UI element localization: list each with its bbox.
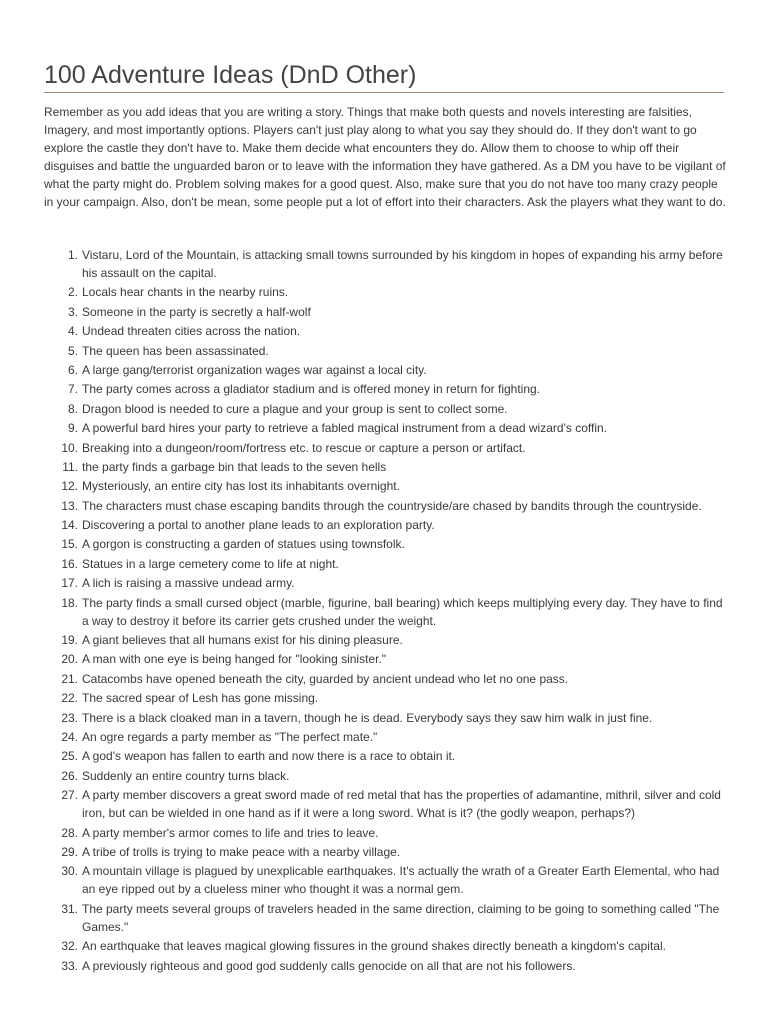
idea-item — [44, 246, 728, 282]
idea-text: A lich is raising a massive undead army. — [82, 576, 295, 591]
idea-item — [44, 631, 728, 649]
idea-item — [44, 361, 728, 379]
idea-text: Breaking into a dungeon/room/fortress etc. to rescue or capture a person or artifact. — [82, 440, 526, 455]
idea-item — [44, 458, 728, 476]
idea-text: Locals hear chants in the nearby ruins. — [82, 285, 289, 300]
idea-number: 4. — [67, 324, 78, 339]
idea-item — [44, 535, 728, 553]
idea-text: Suddenly an entire country turns black. — [82, 768, 290, 783]
idea-text: A large gang/terrorist organization wages war against a local city. — [82, 362, 427, 377]
idea-number: 15. — [61, 537, 78, 552]
idea-item — [44, 555, 728, 573]
idea-number: 32. — [61, 939, 78, 954]
idea-number: 25. — [61, 749, 78, 764]
idea-text: The party finds a small cursed object (marble, figurine, ball bearing) which keeps multiplying every day. They have to find a way to destroy it before its carrier gets crushed under the weight. — [82, 595, 723, 628]
idea-number: 16. — [61, 556, 78, 571]
idea-number: 23. — [61, 710, 78, 725]
idea-text: A party member discovers a great sword made of red metal that has the properties of adamantine, mithril, silver and cold iron, but can be wielded in one hand as if it were a long sword. What is it? (the godly weapon, perhaps?) — [82, 788, 721, 821]
idea-number: 2. — [67, 285, 78, 300]
idea-number: 27. — [61, 788, 78, 803]
idea-text: Vistaru, Lord of the Mountain, is attacking small towns surrounded by his kingdom in hopes of expanding his army before his assault on the capital. — [82, 248, 723, 280]
idea-item — [44, 747, 728, 765]
idea-text: A party member's armor comes to life and tries to leave. — [82, 825, 379, 840]
idea-item — [44, 670, 728, 688]
idea-number: 21. — [61, 671, 78, 686]
idea-text: The sacred spear of Lesh has gone missing. — [82, 691, 319, 706]
idea-item — [44, 419, 728, 437]
title-divider — [44, 92, 724, 93]
idea-text: A giant believes that all humans exist for his dining pleasure. — [82, 633, 403, 648]
idea-item — [44, 497, 728, 515]
idea-text: Undead threaten cities across the nation. — [82, 324, 301, 339]
idea-item — [44, 594, 728, 630]
idea-item — [44, 767, 728, 785]
idea-number: 1. — [67, 248, 78, 262]
idea-item — [44, 843, 728, 861]
idea-item — [44, 709, 728, 727]
idea-number: 11. — [62, 459, 78, 474]
idea-number: 14. — [61, 518, 78, 533]
idea-item — [44, 650, 728, 668]
idea-item — [44, 439, 728, 457]
idea-number: 8. — [67, 401, 78, 416]
idea-text: the party finds a garbage bin that leads to the seven hells — [82, 459, 387, 474]
idea-item — [44, 728, 728, 746]
idea-number: 9. — [67, 421, 78, 436]
idea-item — [44, 380, 728, 398]
idea-item — [44, 477, 728, 495]
idea-number: 24. — [61, 729, 78, 744]
idea-text: Dragon blood is needed to cure a plague and your group is sent to collect some. — [82, 401, 508, 416]
idea-number: 30. — [61, 864, 78, 879]
idea-item — [44, 689, 728, 707]
idea-number: 10. — [61, 440, 78, 455]
idea-item — [44, 516, 728, 534]
idea-text: Someone in the party is secretly a half-wolf — [82, 304, 311, 319]
idea-text: A mountain village is plagued by unexplicable earthquakes. It's actually the wrath of a Greater Earth Elemental, who had an eye ripped out by a clueless miner who thought it was a normal gem. — [82, 864, 720, 897]
idea-item — [44, 303, 728, 321]
idea-item — [44, 824, 728, 842]
idea-item — [44, 862, 728, 898]
idea-text: Mysteriously, an entire city has lost its inhabitants overnight. — [82, 479, 400, 494]
idea-text: The queen has been assassinated. — [82, 343, 269, 358]
idea-number: 31. — [61, 901, 78, 916]
idea-number: 20. — [61, 652, 78, 667]
idea-number: 26. — [61, 768, 78, 783]
idea-text: A previously righteous and good god suddenly calls genocide on all that are not his followers. — [82, 958, 576, 973]
idea-item — [44, 322, 728, 340]
idea-text: A man with one eye is being hanged for "looking sinister." — [82, 652, 387, 667]
idea-text: Discovering a portal to another plane leads to an exploration party. — [82, 518, 435, 533]
idea-number: 19. — [61, 633, 78, 648]
intro-paragraph: Remember as you add ideas that you are writing a story. Things that make both quests and novels interesting are falsities, Imagery, and most importantly options. Players can't just play along to what you say they should do. If they don't want to go explore the castle they don't have to. Make them decide what encounters they do. Allow them to choose to whip off their disguises and battle the unguarded baron or to leave with the information they have gathered. As a DM you have to be vigilant of what the party might do. Problem solving makes for a good quest. Also, make sure that you do not have too many crazy people in your campaign. Also, don't be mean, some people put a lot of effort into their characters. Ask the players what they want to do. — [44, 105, 726, 210]
idea-item — [44, 400, 728, 418]
idea-text: The party comes across a gladiator stadium and is offered money in return for fighting. — [82, 382, 541, 397]
idea-number: 12. — [61, 479, 78, 494]
idea-number: 18. — [61, 595, 78, 610]
idea-number: 33. — [61, 958, 78, 973]
idea-item — [44, 900, 728, 936]
idea-number: 6. — [67, 362, 78, 377]
idea-text: A gorgon is constructing a garden of statues using townsfolk. — [82, 537, 405, 552]
idea-number: 17. — [61, 576, 78, 591]
idea-text: The party meets several groups of travelers headed in the same direction, claiming to be going to something called "The Games." — [82, 901, 720, 934]
idea-text: An earthquake that leaves magical glowing fissures in the ground shakes directly beneath a kingdom's capital. — [82, 939, 666, 954]
idea-text: A god's weapon has fallen to earth and now there is a race to obtain it. — [82, 749, 456, 764]
adventure-ideas-list — [44, 246, 728, 976]
idea-text: A tribe of trolls is trying to make peace with a nearby village. — [82, 844, 401, 859]
idea-number: 3. — [67, 304, 78, 319]
idea-item — [44, 937, 728, 955]
page-title: 100 Adventure Ideas (DnD Other) — [44, 61, 417, 89]
idea-text: Catacombs have opened beneath the city, guarded by ancient undead who let no one pass. — [82, 671, 569, 686]
idea-item — [44, 574, 728, 592]
idea-text: The characters must chase escaping bandits through the countryside/are chased by bandits through the countryside. — [82, 498, 702, 513]
idea-text: A powerful bard hires your party to retrieve a fabled magical instrument from a dead wizard's coffin. — [82, 421, 607, 436]
idea-text: An ogre regards a party member as "The perfect mate." — [82, 729, 378, 744]
idea-number: 5. — [67, 343, 78, 358]
idea-text: There is a black cloaked man in a tavern, though he is dead. Everybody says they saw him walk in just fine. — [82, 710, 653, 725]
idea-number: 22. — [61, 691, 78, 706]
idea-text: Statues in a large cemetery come to life at night. — [82, 556, 339, 571]
idea-item — [44, 283, 728, 301]
idea-number: 7. — [67, 382, 78, 397]
idea-item — [44, 342, 728, 360]
idea-item — [44, 957, 728, 975]
idea-number: 29. — [61, 844, 78, 859]
idea-item — [44, 786, 728, 822]
idea-number: 28. — [61, 825, 78, 840]
idea-number: 13. — [61, 498, 78, 513]
